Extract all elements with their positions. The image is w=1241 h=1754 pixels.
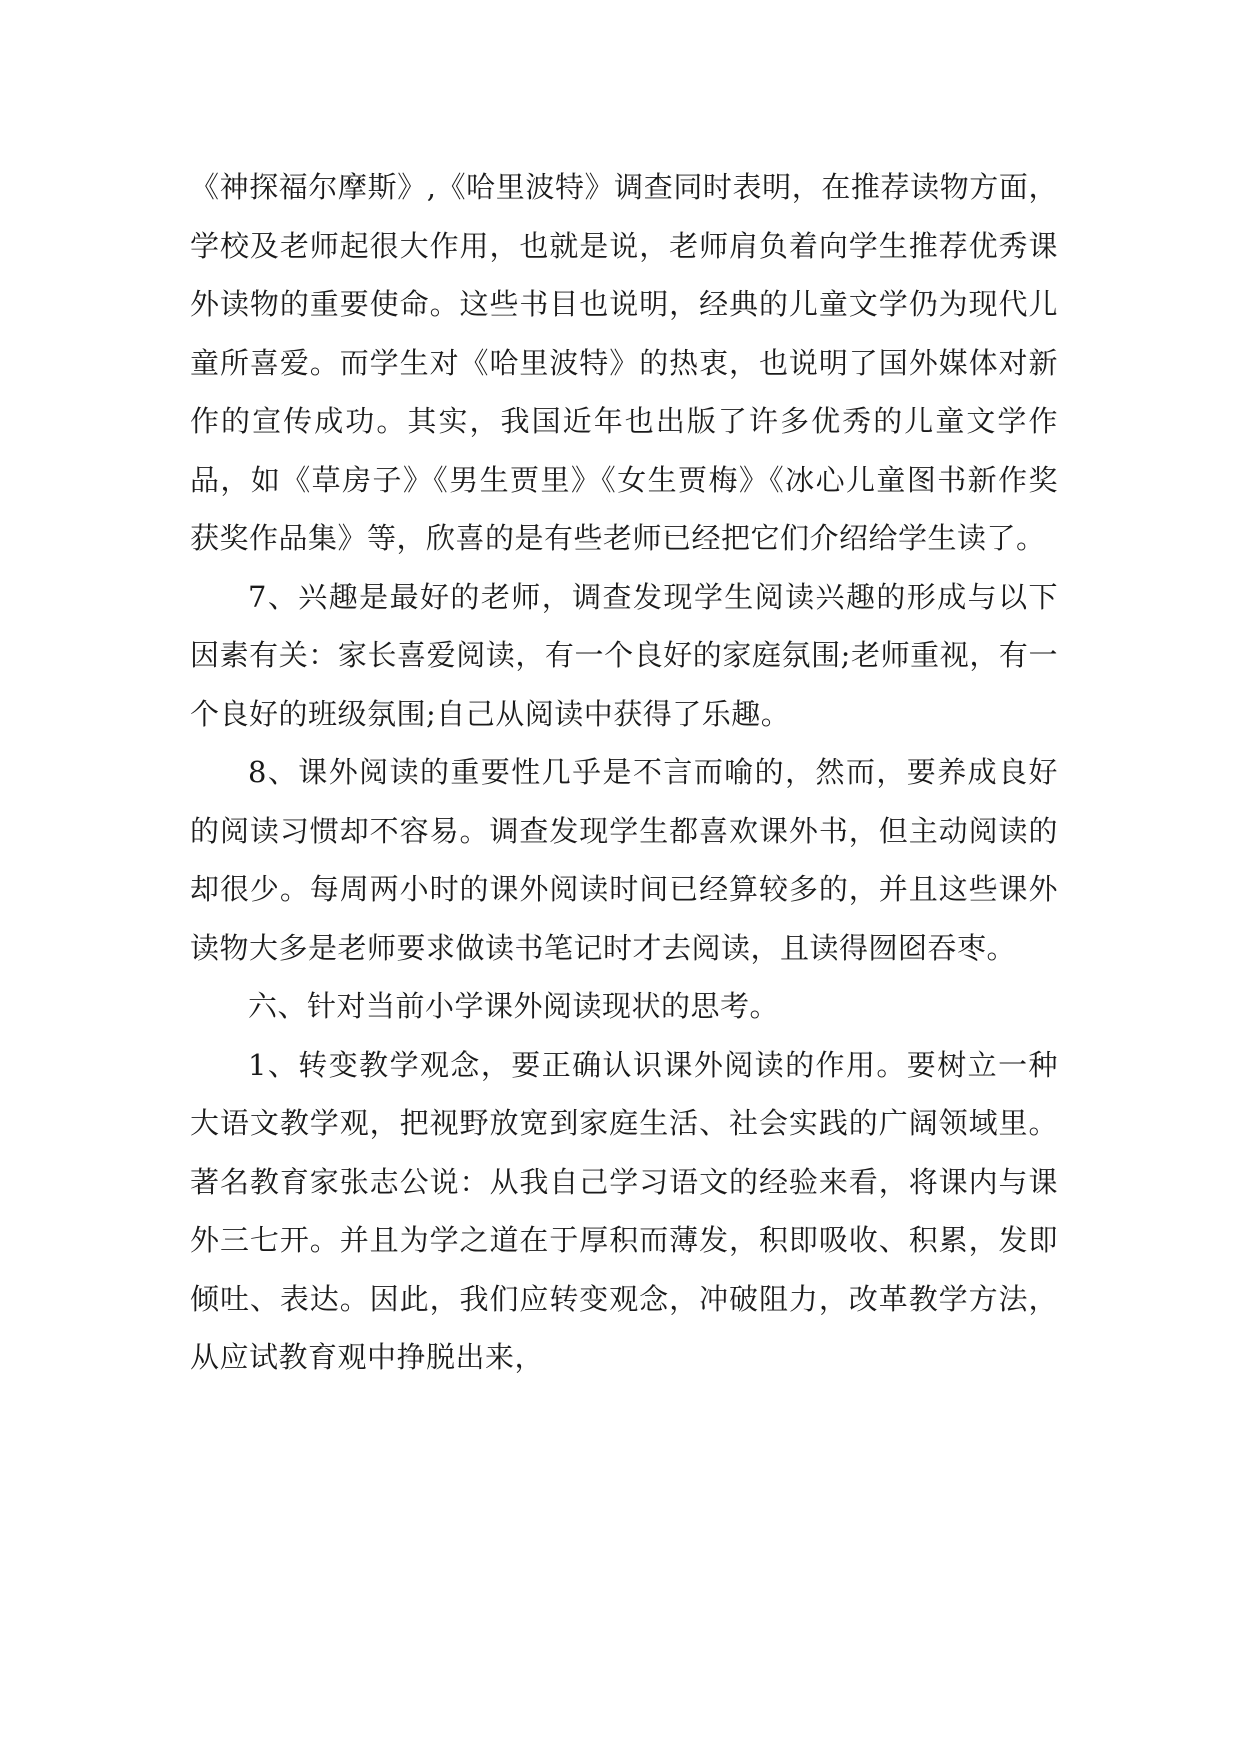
paragraph-book-recommendations: 《神探福尔摩斯》,《哈里波特》调查同时表明，在推荐读物方面，学校及老师起很大作用，也就是说，老师肩负着向学生推荐优秀课外读物的重要使命。这些书目也说明，经典的儿童文学仍为现代儿童所喜爱。而学生对《哈里波特》的热衷，也说明了国外媒体对新作的宣传成功。其实，我国近年也出版了许多优秀的儿童文学作品，如《草房子》《男生贾里》《女生贾梅》《冰心儿童图书新作奖获奖作品集》等，欣喜的是有些老师已经把它们介绍给学生读了。 [190, 170, 1058, 555]
paragraph-point-7-interest: 7、兴趣是最好的老师，调查发现学生阅读兴趣的形成与以下因素有关：家长喜爱阅读，有一个良好的家庭氛围;老师重视，有一个良好的班级氛围;自己从阅读中获得了乐趣。 [190, 579, 1058, 731]
paragraph-point-1-concepts: 1、转变教学观念，要正确认识课外阅读的作用。要树立一种大语文教学观，把视野放宽到家庭生活、社会实践的广阔领域里。著名教育家张志公说：从我自己学习语文的经验来看，将课内与课外三七开。并且为学之道在于厚积而薄发，积即吸收、积累，发即倾吐、表达。因此，我们应转变观念，冲破阻力，改革教学方法，从应试教育观中挣脱出来， [190, 1047, 1058, 1374]
paragraph-point-8-habits: 8、课外阅读的重要性几乎是不言而喻的，然而，要养成良好的阅读习惯却不容易。调查发现学生都喜欢课外书，但主动阅读的却很少。每周两小时的课外阅读时间已经算较多的，并且这些课外读物大多是老师要求做读书笔记时才去阅读，且读得囫囵吞枣。 [190, 755, 1058, 965]
section-heading-six: 六、针对当前小学课外阅读现状的思考。 [248, 989, 780, 1023]
body-text [190, 158, 1058, 1387]
